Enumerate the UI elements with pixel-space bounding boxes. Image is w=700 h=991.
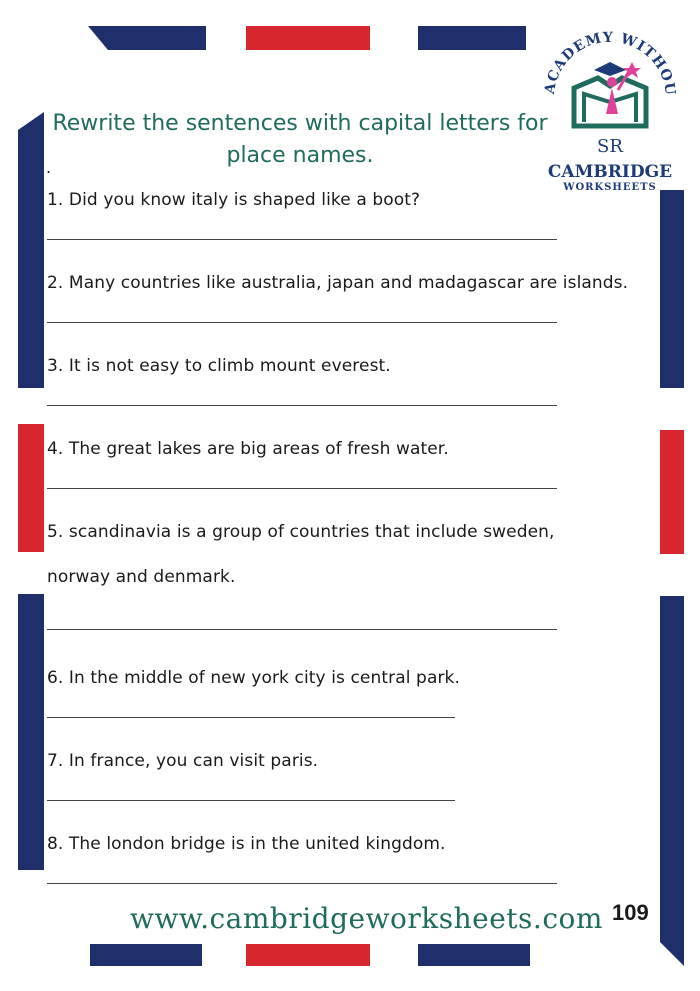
academy-logo [540, 26, 680, 198]
bottom-stripe-navy-1 [90, 944, 202, 966]
question-6: 6. In the middle of new york city is central park. [47, 668, 461, 688]
title-line-2: place names. [226, 143, 374, 168]
logo-sub: WORKSHEETS [563, 182, 657, 193]
answer-line-7[interactable] [47, 800, 455, 801]
question-7: 7. In france, you can visit paris. [47, 751, 319, 771]
answer-line-2[interactable] [47, 322, 557, 323]
top-stripe-navy-1 [88, 26, 206, 50]
question-5-continued: norway and denmark. [47, 567, 236, 587]
question-8: 8. The london bridge is in the united kingdom. [47, 834, 446, 854]
answer-line-8[interactable] [47, 883, 557, 884]
answer-line-5[interactable] [47, 629, 557, 630]
logo-brand: CAMBRIDGE [547, 162, 673, 182]
worksheet-title [40, 108, 560, 172]
question-5: 5. scandinavia is a group of countries that include sweden, [47, 522, 555, 542]
question-1: 1. Did you know italy is shaped like a boot? [47, 190, 421, 210]
top-stripe-navy-2 [418, 26, 526, 50]
left-stripe-navy-2 [18, 594, 44, 870]
page-number: 109 [612, 900, 649, 925]
question-4: 4. The great lakes are big areas of fresh water. [47, 439, 449, 459]
answer-line-4[interactable] [47, 488, 557, 489]
right-stripe-red [660, 430, 684, 554]
question-2: 2. Many countries like australia, japan and madagascar are islands. [47, 273, 629, 293]
logo-monogram: SR [597, 136, 623, 157]
top-stripe-red [246, 26, 370, 50]
logo-emblem-icon [540, 26, 680, 158]
question-3: 3. It is not easy to climb mount everest. [47, 356, 391, 376]
title-line-1: Rewrite the sentences with capital letters for [52, 111, 548, 136]
footer-url[interactable]: www.cambridgeworksheets.com [130, 902, 603, 935]
answer-line-6[interactable] [47, 717, 455, 718]
right-stripe-navy-1 [660, 190, 684, 388]
left-stripe-red [18, 424, 44, 552]
bottom-stripe-navy-2 [418, 944, 530, 966]
answer-line-3[interactable] [47, 405, 557, 406]
bottom-stripe-red [246, 944, 370, 966]
right-stripe-navy-2 [660, 596, 684, 966]
answer-line-1[interactable] [47, 239, 557, 240]
logo-arc-text: ACADEMY WITHOU [541, 29, 679, 97]
marker-dot: . [46, 158, 52, 177]
